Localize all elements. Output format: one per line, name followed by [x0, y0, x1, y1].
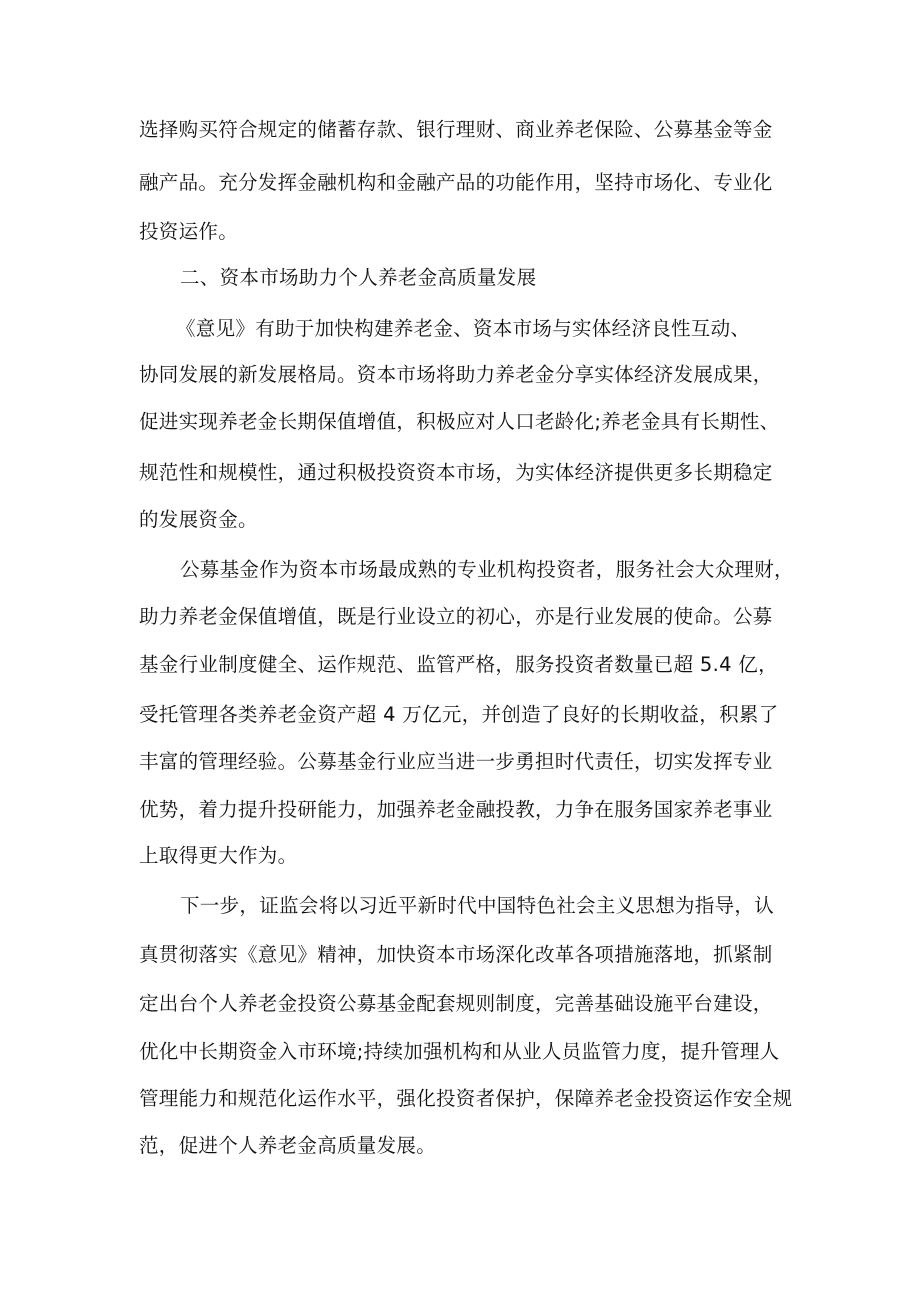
paragraph-4-line-2: 真贯彻落实《意见》精神，加快资本市场深化改革各项措施落地，抓紧制 [139, 943, 773, 966]
paragraph-2-line-3: 促进实现养老金长期保值增值，积极应对人口老龄化;养老金具有长期性、 [139, 410, 780, 433]
paragraph-1-line-2: 融产品。充分发挥金融机构和金融产品的功能作用，坚持市场化、专业化 [139, 171, 773, 194]
paragraph-3-line-5: 丰富的管理经验。公募基金行业应当进一步勇担时代责任，切实发挥专业 [139, 750, 773, 773]
paragraph-3-line-2: 助力养老金保值增值，既是行业设立的初心，亦是行业发展的使命。公募 [139, 605, 773, 628]
paragraph-2-line-4: 规范性和规模性，通过积极投资资本市场，为实体经济提供更多长期稳定 [139, 461, 773, 484]
paragraph-2-line-1: 《意见》有助于加快构建养老金、资本市场与实体经济良性互动、 [176, 317, 751, 340]
paragraph-4-line-4: 优化中长期资金入市环境;持续加强机构和从业人员监管力度，提升管理人 [139, 1040, 780, 1063]
paragraph-4-line-1: 下一步，证监会将以习近平新时代中国特色社会主义思想为指导，认 [180, 894, 775, 917]
paragraph-3-line-4: 受托管理各类养老金资产超 4 万亿元，并创造了良好的长期收益，积累了 [139, 703, 779, 726]
paragraph-4-line-6: 范，促进个人养老金高质量发展。 [139, 1134, 437, 1157]
paragraph-3-line-6: 优势，着力提升投研能力，加强养老金融投教，力争在服务国家养老事业 [139, 798, 773, 821]
paragraph-3-line-3: 基金行业制度健全、运作规范、监管严格，服务投资者数量已超 5.4 亿， [139, 653, 778, 676]
paragraph-2-line-2: 协同发展的新发展格局。资本市场将助力养老金分享实体经济发展成果， [139, 363, 773, 386]
paragraph-1-line-3: 投资运作。 [139, 220, 239, 243]
paragraph-2-line-5: 的发展资金。 [139, 508, 258, 531]
section-heading: 二、资本市场助力个人养老金高质量发展 [180, 266, 537, 289]
paragraph-4-line-5: 管理能力和规范化运作水平，强化投资者保护，保障养老金投资运作安全规 [139, 1087, 793, 1110]
paragraph-4-line-3: 定出台个人养老金投资公募基金配套规则制度，完善基础设施平台建设， [139, 992, 773, 1015]
paragraph-3-line-1: 公募基金作为资本市场最成熟的专业机构投资者，服务社会大众理财， [180, 558, 794, 581]
paragraph-1-line-1: 选择购买符合规定的储蓄存款、银行理财、商业养老保险、公募基金等金 [139, 118, 773, 141]
paragraph-3-line-7: 上取得更大作为。 [139, 844, 298, 867]
